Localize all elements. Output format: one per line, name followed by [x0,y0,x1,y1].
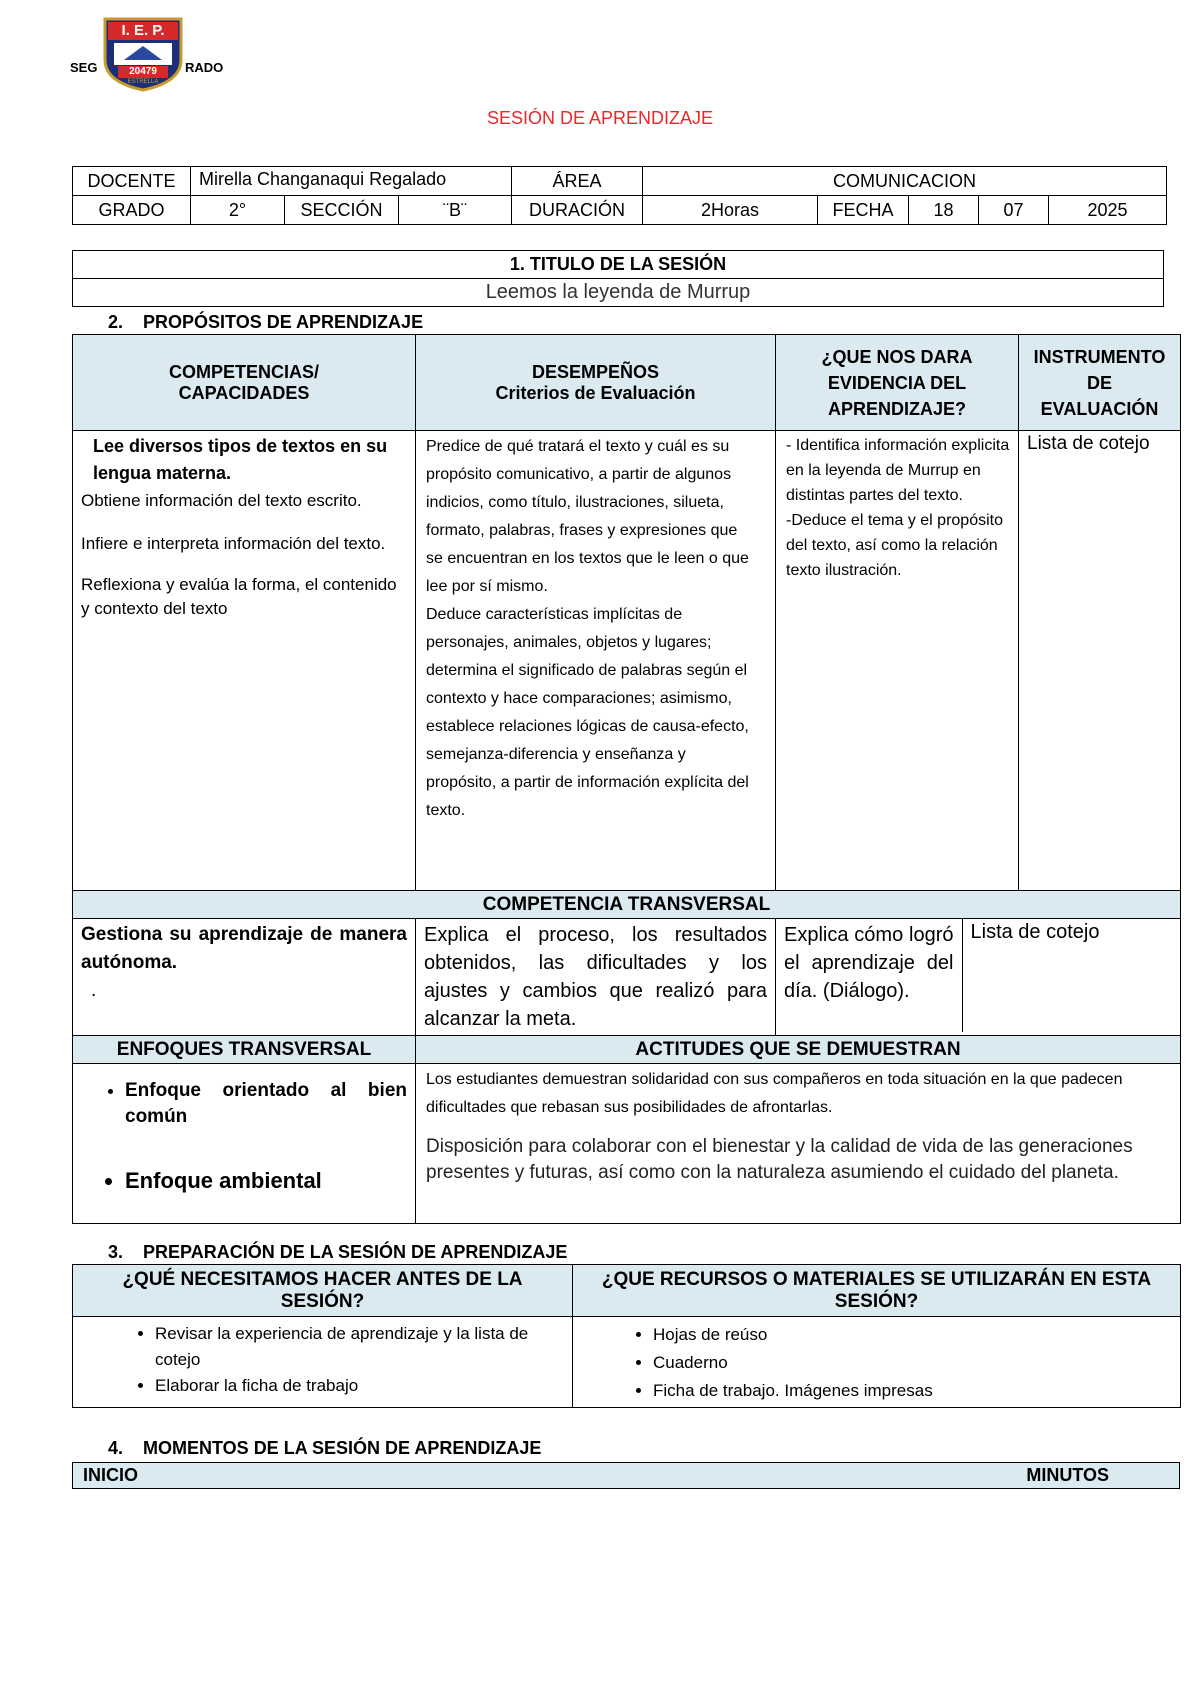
grado-label: GRADO [73,196,191,225]
section1-heading: 1. TITULO DE LA SESIÓN [73,251,1164,279]
section2-heading: 2. PROPÓSITOS DE APRENDIZAJE [108,312,424,332]
transversal-evidencia: Explica cómo logró el aprendizaje del día. (Diálogo). [776,919,962,1032]
area-value: COMUNICACION [643,167,1167,196]
moments-table [72,1462,1180,1489]
badge-line3: ESTRELLA [127,79,159,85]
actitudes-cell [416,1064,1181,1224]
competencias-cell [73,431,416,891]
school-name-left: SEG [70,60,98,75]
fecha-month: 07 [979,196,1049,225]
info-table [72,166,1167,225]
inicio-label: INICIO [83,1465,139,1485]
antes-item: • Elaborar la ficha de trabajo [155,1373,554,1399]
actitudes-heading: ACTITUDES QUE SE DEMUESTRAN [416,1036,1181,1064]
document-title: SESIÓN DE APRENDIZAJE [486,108,714,128]
desempenos-header [416,335,776,431]
evidencia-1: - Identifica información explicita en la leyenda de Murrup en distintas partes del texto. [786,437,1010,504]
badge-line1: I. E. P. [121,22,165,39]
seccion-value: ¨B¨ [399,196,512,225]
capacidad-1: Obtiene información del texto escrito. [81,491,362,510]
session-title: Leemos la leyenda de Murrup [73,279,1164,307]
area-label: ÁREA [512,167,643,196]
evidencia-cell [776,431,1019,891]
school-name-right: RADO [185,60,224,75]
purposes-table [72,334,1181,1224]
section4-heading: 4. MOMENTOS DE LA SESIÓN DE APRENDIZAJE [108,1438,542,1458]
evidencia-header-line2: EVIDENCIA DEL [827,372,967,393]
seccion-label: SECCIÓN [285,196,399,225]
evidencia-2: -Deduce el tema y el propósito del texto, así como la relación texto ilustración. [786,512,1003,579]
instrumento-cell: Lista de cotejo [1019,431,1181,891]
transversal-instrumento: Lista de cotejo [970,921,1100,943]
capacidad-2: Infiere e interpreta información del texto. [81,534,386,553]
fecha-label: FECHA [818,196,909,225]
transversal-competencia-cell [73,919,416,1036]
evidencia-header [776,335,1019,431]
evidencia-header-line3: APRENDIZAJE? [827,398,966,419]
competencias-header [73,335,416,431]
recursos-header: ¿QUE RECURSOS O MATERIALES SE UTILIZARÁN EN ESTA SESIÓN? [573,1265,1181,1317]
enfoques-cell [73,1064,416,1224]
docente-label: DOCENTE [73,167,191,196]
antes-cell [73,1317,573,1408]
capacidad-3: Reflexiona y evalúa la forma, el contenido y contexto del texto [81,575,397,618]
fecha-year: 2025 [1049,196,1167,225]
instrumento-header-line2: DE [1086,372,1112,393]
recursos-item: • Cuaderno [653,1349,1172,1377]
competencias-header-line2: CAPACIDADES [178,382,310,403]
transversal-inner-table [776,919,1180,1032]
transversal-heading: COMPETENCIA TRANSVERSAL [73,891,1181,919]
evidencia-header-line1: ¿QUE NOS DARA [821,346,973,367]
duracion-label: DURACIÓN [512,196,643,225]
transversal-split-cell [776,919,1181,1036]
desempeno-2: Deduce características implícitas de personajes, animales, objetos y lugares; determina el significado de palabras según el contexto y hace comparaciones; asimismo, establece relaciones lógicas de causa-efecto, semejanza-diferencia y enseñanza y propósito, a partir de información explícita del texto. [426,606,749,819]
instrumento-header-line1: INSTRUMENTO [1033,346,1166,367]
recursos-cell [573,1317,1181,1408]
preparation-table [72,1264,1181,1408]
session-title-table [72,250,1164,307]
inicio-row [73,1463,1180,1489]
transversal-competencia: Gestiona su aprendizaje de manera autónoma. [81,924,407,973]
transversal-desempeno: Explica el proceso, los resultados obtenidos, las dificultades y los ajustes y cambios que realizó para alcanzar la meta. [416,919,776,1036]
instrumento-header [1019,335,1181,431]
desempeno-1: Predice de qué tratará el texto y cuál es su propósito comunicativo, a partir de algunos indicios, como título, ilustraciones, silueta, formato, palabras, frases y expresiones que se encuentran en los textos que le leen o que lee por sí mismo. [426,438,749,595]
enfoques-heading: ENFOQUES TRANSVERSAL [73,1036,416,1064]
actitud-2: Disposición para colaborar con el bienestar y la calidad de vida de las generaciones presentes y futuras, así como con la naturaleza asumiendo el cuidado del planeta. [426,1136,1133,1183]
enfoque-1: • Enfoque orientado al bien común [125,1078,407,1130]
grado-value: 2° [191,196,285,225]
recursos-item: • Hojas de reúso [653,1321,1172,1349]
fecha-day: 18 [909,196,979,225]
competencia-text: Lee diversos tipos de textos en su lengua materna. [93,436,388,483]
competencias-header-line1: COMPETENCIAS/ [168,361,319,382]
actitud-1: Los estudiantes demuestran solidaridad con sus compañeros en toda situación en la que padecen dificultades que rebasan sus posibilidades de afrontarlas. [426,1071,1123,1116]
school-badge [102,16,184,92]
section3-heading: 3. PREPARACIÓN DE LA SESIÓN DE APRENDIZAJE [108,1242,568,1262]
badge-line2: 20479 [129,66,157,77]
antes-item: • Revisar la experiencia de aprendizaje y la lista de cotejo [155,1321,554,1373]
recursos-item: • Ficha de trabajo. Imágenes impresas [653,1377,1172,1405]
enfoque-2: • Enfoque ambiental [125,1168,407,1194]
desempenos-cell [416,431,776,891]
instrumento-header-line3: EVALUACIÓN [1040,398,1159,419]
duracion-value: 2Horas [643,196,818,225]
transversal-dot: . [91,980,97,1001]
antes-header: ¿QUÉ NECESITAMOS HACER ANTES DE LA SESIÓN? [73,1265,573,1317]
docente-value: Mirella Changanaqui Regalado [191,167,512,196]
desempenos-header-line2: Criterios de Evaluación [495,382,696,403]
desempenos-header-line1: DESEMPEÑOS [531,361,660,382]
minutos-label: MINUTOS [1026,1465,1109,1485]
